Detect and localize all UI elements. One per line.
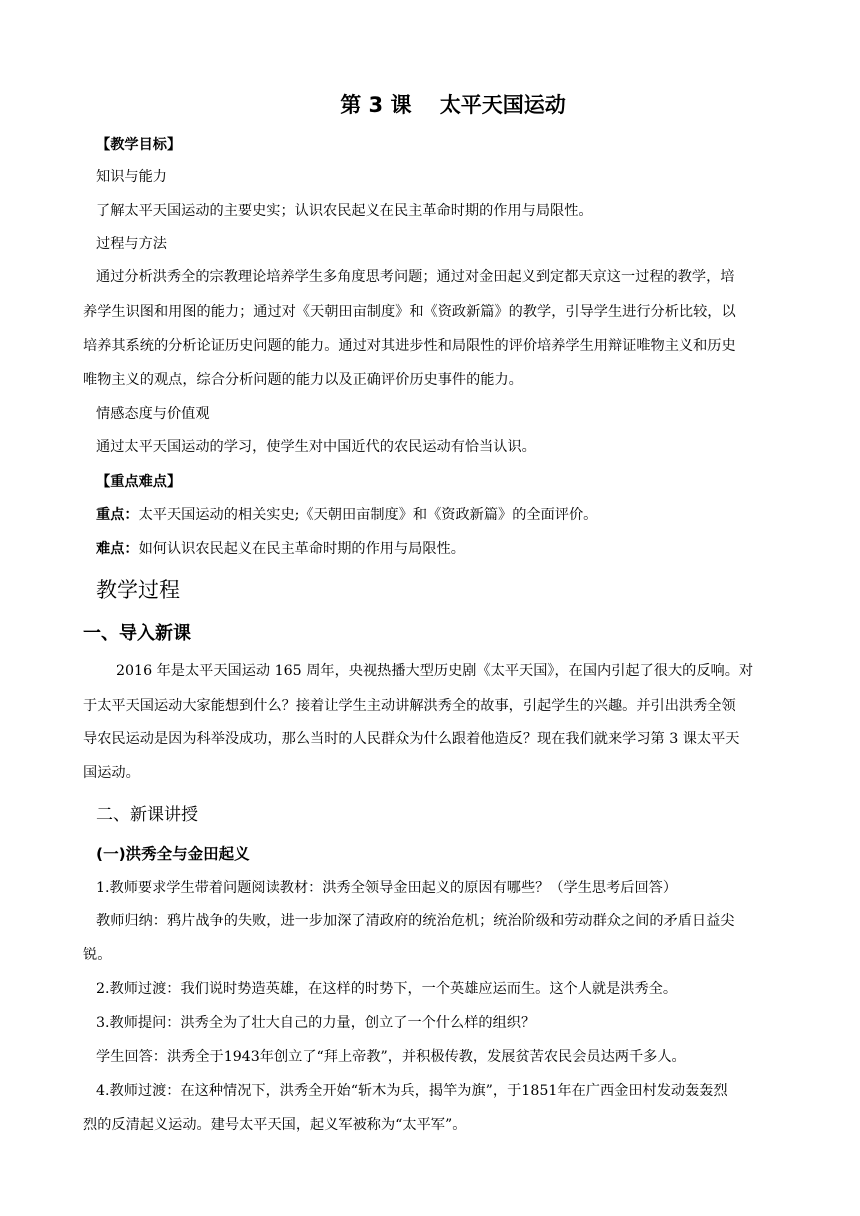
item-4-line: 4.教师过渡：在这种情况下，洪秀全开始“斩木为兵，揭竿为旗”，于1851年在广西金田村发动轰轰烈: [96, 1083, 728, 1099]
intro-line: 于太平天国运动大家能想到什么？接着让学生主动讲解洪秀全的故事，引起学生的兴趣。并引出洪秀全领: [83, 698, 736, 714]
item-2: 2.教师过渡：我们说时势造英雄，在这样的时势下，一个英雄应运而生。这个人就是洪秀全。: [96, 981, 678, 997]
section1-heading: 一、导入新课: [83, 623, 191, 644]
emotion-text: 通过太平天国运动的学习，使学生对中国近代的农民运动有恰当认识。: [96, 439, 536, 455]
keypoints-heading: 【重点难点】: [96, 474, 182, 490]
difficulty-row: [96, 539, 796, 559]
process-heading: 教学过程: [96, 578, 180, 602]
item-1: 1.教师要求学生带着问题阅读教材：洪秀全领导金田起义的原因有哪些？（学生思考后回答）: [96, 880, 678, 896]
summary-line: 锐。: [83, 947, 112, 963]
difficulty-text: 如何认识农民起义在民主革命时期的作用与局限性。: [138, 541, 465, 557]
objectives-heading: 【教学目标】: [96, 137, 182, 153]
process-line: 培养其系统的分析论证历史问题的能力。通过对其进步性和局限性的评价培养学生用辩证唯物主义和历史: [83, 338, 736, 354]
process-line: 养学生识图和用图的能力；通过对《天朝田亩制度》和《资政新篇》的教学，引导学生进行分析比较，以: [83, 304, 736, 320]
summary-line: 教师归纳：鸦片战争的失败，进一步加深了清政府的统治危机；统治阶级和劳动群众之间的矛盾日益尖: [96, 913, 735, 929]
section2-heading: 二、新课讲授: [96, 805, 198, 825]
process-line: 唯物主义的观点，综合分析问题的能力以及正确评价历史事件的能力。: [83, 372, 523, 388]
page-title: 第 3 课 太平天国运动: [340, 93, 566, 117]
subsection1-heading: (一)洪秀全与金田起义: [96, 845, 250, 863]
key-label: 重点：: [96, 507, 139, 523]
difficulty-label: 难点：: [96, 541, 139, 557]
item-3: 3.教师提问：洪秀全为了壮大自己的力量，创立了一个什么样的组织？: [96, 1015, 536, 1031]
student-answer: 学生回答：洪秀全于1943年创立了“拜上帝教”，并积极传教，发展贫苦农民会员达两千多人。: [96, 1049, 686, 1065]
key-text: 太平天国运动的相关实史;《天朝田亩制度》和《资政新篇》的全面评价。: [138, 507, 598, 523]
item-4-line: 烈的反清起义运动。建号太平天国，起义军被称为“太平军”。: [83, 1117, 467, 1133]
knowledge-text: 了解太平天国运动的主要史实；认识农民起义在民主革命时期的作用与局限性。: [96, 203, 593, 219]
key-point-row: [96, 505, 796, 525]
intro-line: 导农民运动是因为科举没成功，那么当时的人民群众为什么跟着他造反？现在我们就来学习第 3 课太平天: [83, 731, 740, 747]
emotion-label: 情感态度与价值观: [96, 406, 210, 422]
intro-line: 2016 年是太平天国运动 165 周年，央视热播大型历史剧《太平天国》，在国内引起了很大的反响。对: [116, 663, 754, 679]
process-line: 通过分析洪秀全的宗教理论培养学生多角度思考问题；通过对金田起义到定都天京这一过程的教学，培: [96, 269, 735, 285]
intro-line: 国运动。: [83, 765, 140, 781]
process-label: 过程与方法: [96, 236, 167, 252]
knowledge-label: 知识与能力: [96, 169, 167, 185]
